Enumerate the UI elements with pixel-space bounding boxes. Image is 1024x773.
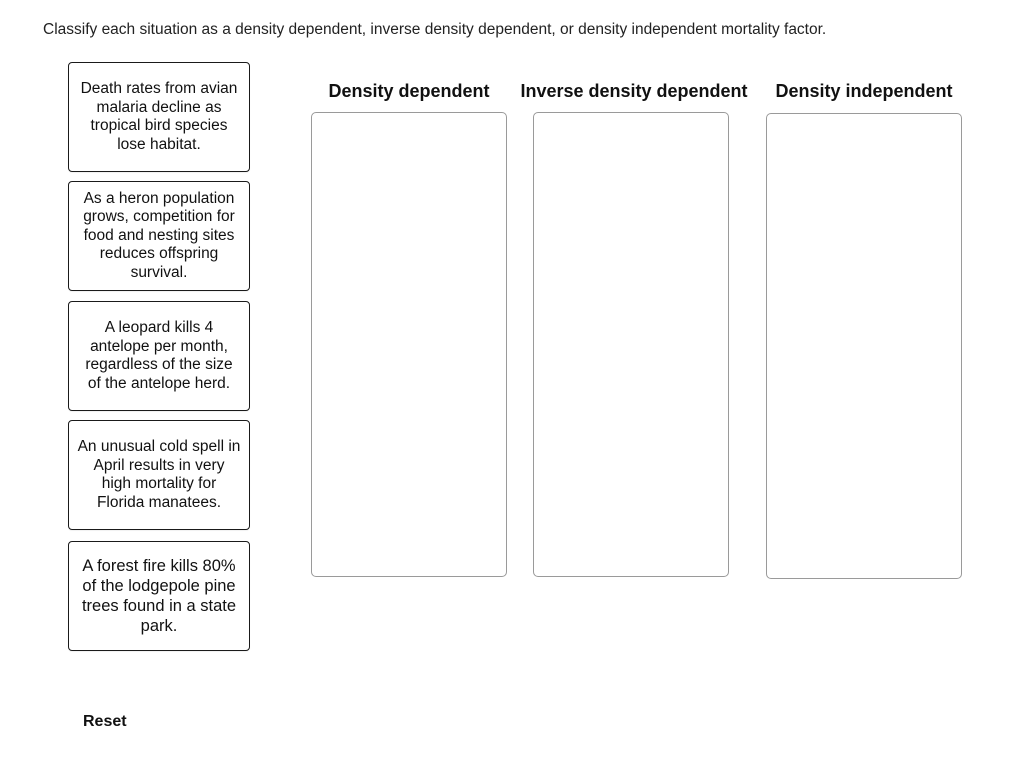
draggable-card-leopard-antelope[interactable] [68, 301, 250, 411]
draggable-card-heron-population[interactable] [68, 181, 250, 291]
card-text: Death rates from avian malaria decline as tropical bird species lose habitat. [80, 80, 238, 153]
category-header-density-independent: Density independent [775, 81, 953, 101]
reset-button[interactable]: Reset [83, 713, 127, 730]
draggable-card-cold-spell[interactable] [68, 420, 250, 530]
card-text: A forest fire kills 80% of the lodgepole pine trees found in a state park. [81, 557, 237, 635]
draggable-card-avian-malaria[interactable] [68, 62, 250, 172]
card-text: An unusual cold spell in April results in very high mortality for Florida manatees. [77, 438, 241, 511]
instruction-text: Classify each situation as a density dependent, inverse density dependent, or density independent mortality factor. [43, 21, 827, 38]
card-text: A leopard kills 4 antelope per month, regardless of the size of the antelope herd. [85, 319, 233, 392]
drop-zone-density-independent[interactable] [766, 113, 962, 579]
drop-zone-density-dependent[interactable] [311, 112, 507, 577]
card-text: As a heron population grows, competition for food and nesting sites reduces offspring survival. [83, 189, 235, 281]
draggable-card-forest-fire[interactable] [68, 541, 250, 651]
category-header-inverse-density-dependent: Inverse density dependent [520, 81, 748, 101]
drop-zone-inverse-density-dependent[interactable] [533, 112, 729, 577]
category-header-density-dependent: Density dependent [328, 81, 490, 101]
